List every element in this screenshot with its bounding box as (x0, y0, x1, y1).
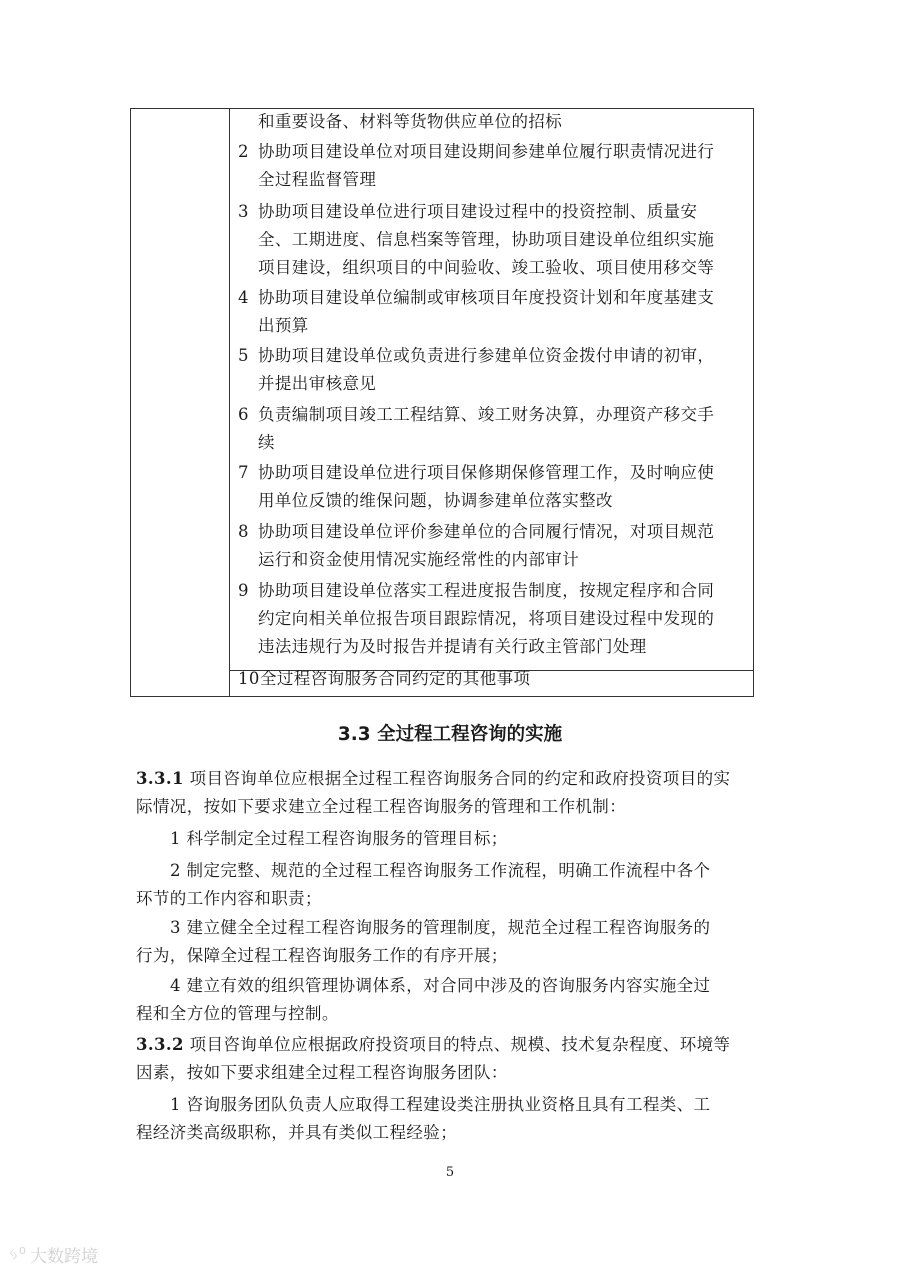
item-line: 协助项目建设单位或负责进行参建单位资金拨付申请的初审， (258, 346, 715, 365)
paragraph-line: 程和全方位的管理与控制。 (136, 1004, 339, 1023)
logo-icon: ᛃ⁰ (8, 1244, 27, 1265)
table-item (238, 108, 750, 136)
item-line: 协助项目建设单位进行项目保修期保修管理工作，及时响应使 (258, 463, 715, 482)
page-number: 5 (445, 1165, 455, 1180)
item-number: 8 (238, 522, 249, 541)
paragraph-line: 程经济类高级职称，并具有类似工程经验； (136, 1123, 458, 1142)
item-line: 全、工期进度、信息档案等管理，协助项目建设单位组织实施 (258, 230, 715, 249)
item-line: 和重要设备、材料等货物供应单位的招标 (258, 112, 563, 131)
paragraph-line: 环节的工作内容和职责； (136, 889, 322, 908)
item-line: 并提出审核意见 (258, 374, 377, 393)
paragraph-line: 2 制定完整、规范的全过程工程咨询服务工作流程，明确工作流程中各个 (170, 861, 711, 880)
item-line: 协助项目建设单位进行项目建设过程中的投资控制、质量安 (258, 202, 698, 221)
table-item (238, 518, 750, 574)
paragraph-line: 因素，按如下要求组建全过程工程咨询服务团队： (136, 1063, 508, 1082)
item-line: 约定向相关单位报告项目跟踪情况，将项目建设过程中发现的 (258, 609, 715, 628)
item-line: 项目建设，组织项目的中间验收、竣工验收、项目使用移交等 (258, 258, 715, 277)
paragraph-text: 项目咨询单位应根据政府投资项目的特点、规模、技术复杂程度、环境等 (189, 1035, 731, 1054)
item-number: 4 (238, 288, 249, 307)
item-line: 协助项目建设单位对项目建设期间参建单位履行职责情况进行 (258, 142, 715, 161)
item-number: 3 (238, 202, 249, 221)
table-item (238, 342, 750, 398)
paragraph-line: 行为，保障全过程工程咨询服务工作的有序开展； (136, 946, 508, 965)
paragraph-text: 项目咨询单位应根据全过程工程咨询服务合同的约定和政府投资项目的实 (189, 769, 731, 788)
item-number: 2 (238, 142, 249, 161)
item-line: 全过程监督管理 (258, 170, 377, 189)
paragraph-line: 1 咨询服务团队负责人应取得工程建设类注册执业资格且具有工程类、工 (170, 1095, 711, 1114)
section-title: 3.3 全过程工程咨询的实施 (337, 724, 563, 745)
item-line: 违法违规行为及时报告并提请有关行政主管部门处理 (258, 637, 647, 656)
clause-number: 3.3.1 (136, 769, 184, 788)
item-number: 7 (238, 463, 249, 482)
paragraph-line: 3 建立健全全过程工程咨询服务的管理制度，规范全过程工程咨询服务的 (170, 918, 711, 937)
clause-number: 3.3.2 (136, 1035, 184, 1054)
table-item (238, 459, 750, 515)
item-line: 运行和资金使用情况实施经常性的内部审计 (258, 550, 580, 569)
item-line: 协助项目建设单位评价参建单位的合同履行情况，对项目规范 (258, 522, 715, 541)
item-line: 协助项目建设单位编制或审核项目年度投资计划和年度基建支 (258, 288, 715, 307)
paragraph-line (136, 765, 730, 793)
paragraph-line: 际情况，按如下要求建立全过程工程咨询服务的管理和工作机制： (136, 797, 627, 816)
paragraph-line: 1 科学制定全过程工程咨询服务的管理目标； (170, 829, 508, 848)
table-item (238, 284, 750, 340)
item-line: 负责编制项目竣工工程结算、竣工财务决算，办理资产移交手 (258, 405, 715, 424)
table-item (238, 198, 750, 282)
item-line: 出预算 (258, 316, 309, 335)
list-text: 4 建立有效的组织管理协调体系，对合同中涉及的咨询服务内容实施全过 (170, 976, 711, 995)
item-number: 10 (238, 669, 260, 688)
watermark (8, 1242, 98, 1267)
table-item (238, 401, 750, 457)
paragraph-line (170, 972, 710, 1000)
item-line: 续 (258, 433, 275, 452)
table-left-column (131, 109, 230, 696)
table-item (238, 138, 750, 194)
item-number: 9 (238, 581, 249, 600)
item-line: 全过程咨询服务合同约定的其他事项 (260, 669, 531, 688)
item-line: 用单位反馈的维保问题，协调参建单位落实整改 (258, 491, 613, 510)
paragraph-line (136, 1031, 730, 1059)
table-item (238, 577, 750, 661)
item-number: 6 (238, 405, 249, 424)
item-number: 5 (238, 346, 249, 365)
item-line: 协助项目建设单位落实工程进度报告制度，按规定程序和合同 (258, 581, 715, 600)
watermark-text: 大数跨境 (30, 1247, 99, 1267)
table-item (238, 665, 750, 693)
